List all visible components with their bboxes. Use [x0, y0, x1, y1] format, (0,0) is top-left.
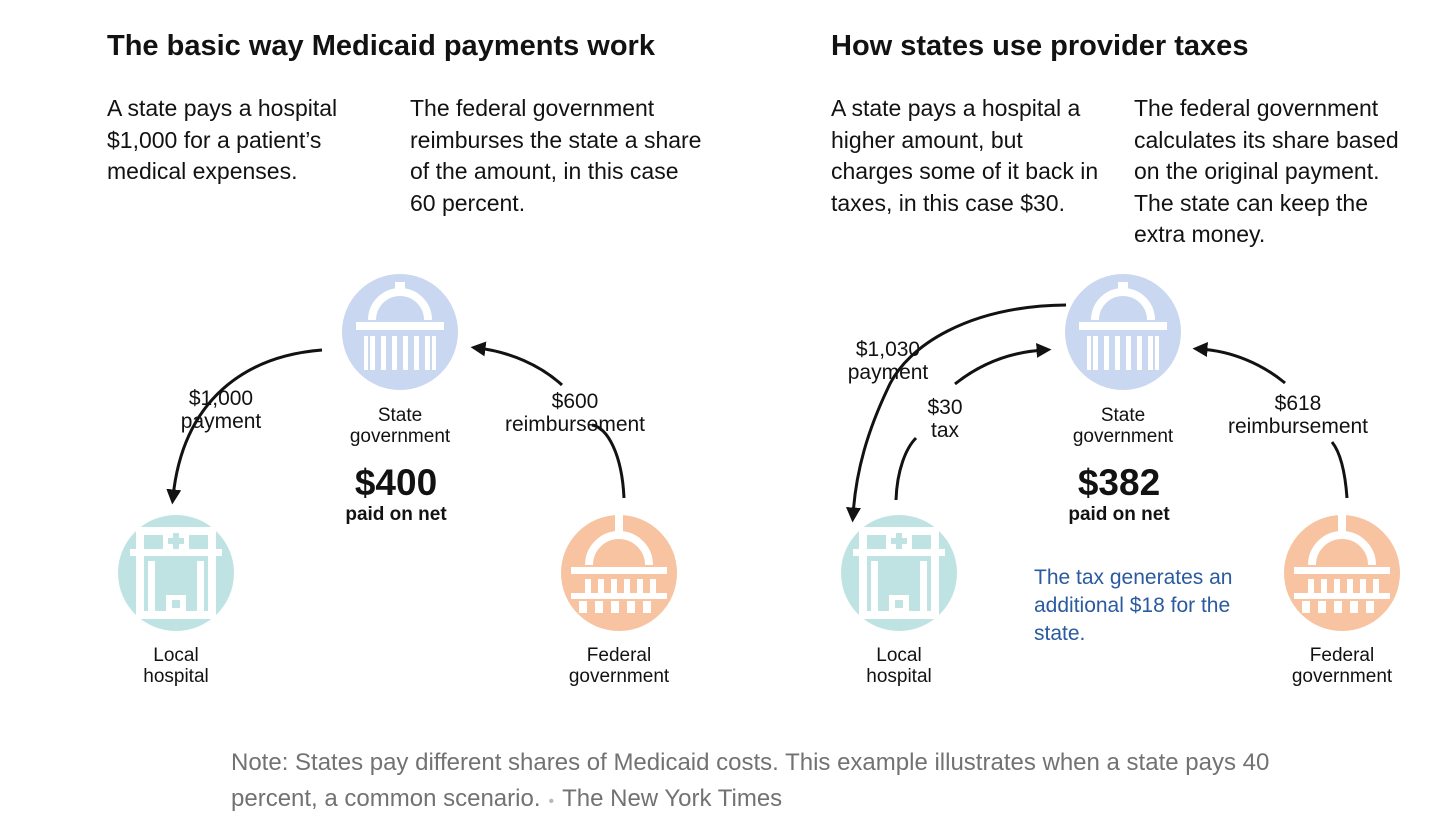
reimbursement-flow-label-right: $618 reimbursement [1227, 392, 1369, 438]
tax-flow-label-right: $30 tax [927, 396, 963, 442]
reimbursement-flow-label: $600 reimbursement [504, 390, 646, 436]
state-government-label: State government [349, 405, 451, 447]
local-hospital-icon-right [841, 515, 957, 631]
federal-government-icon [561, 515, 677, 631]
right-panel-description-1: A state pays a hospital a higher amount, but charges some of it back in taxes, in this case $30. [831, 95, 1099, 216]
state-government-icon-right [1065, 274, 1181, 390]
left-panel-description-2: The federal government reimburses the state a share of the amount, in this case 60 percent. [410, 95, 702, 216]
note-text: Note: States pay different shares of Medicaid costs. This example illustrates when a state pays 40 percent, a common scenario. [231, 749, 1270, 812]
left-panel-description-1: A state pays a hospital $1,000 for a patient’s medical expenses. [107, 95, 338, 184]
source-credit: The New York Times [562, 785, 783, 812]
state-government-label-right: State government [1072, 405, 1174, 447]
right-panel-description-2: The federal government calculates its share based on the original payment. The state can keep the extra money. [1134, 95, 1399, 247]
local-hospital-label-right: Local hospital [866, 645, 932, 687]
source-separator: • [548, 793, 555, 810]
left-panel-title: The basic way Medicaid payments work [107, 30, 655, 62]
net-amount: $400 [354, 462, 438, 503]
payment-flow-label: $1,000 payment [180, 387, 262, 433]
payment-flow-label-right: $1,030 payment [847, 338, 929, 384]
net-caption-right: paid on net [1068, 504, 1170, 525]
federal-government-label-right: Federal government [1291, 645, 1393, 687]
right-panel-title: How states use provider taxes [831, 30, 1249, 62]
federal-government-label: Federal government [568, 645, 670, 687]
footer-note [231, 745, 1331, 820]
net-amount-right: $382 [1077, 462, 1161, 503]
state-government-icon [342, 274, 458, 390]
net-caption: paid on net [345, 504, 447, 525]
local-hospital-label: Local hospital [143, 645, 209, 687]
federal-government-icon-right [1284, 515, 1400, 631]
local-hospital-icon [118, 515, 234, 631]
extra-money-callout: The tax generates an additional $18 for the state. [1034, 566, 1233, 645]
